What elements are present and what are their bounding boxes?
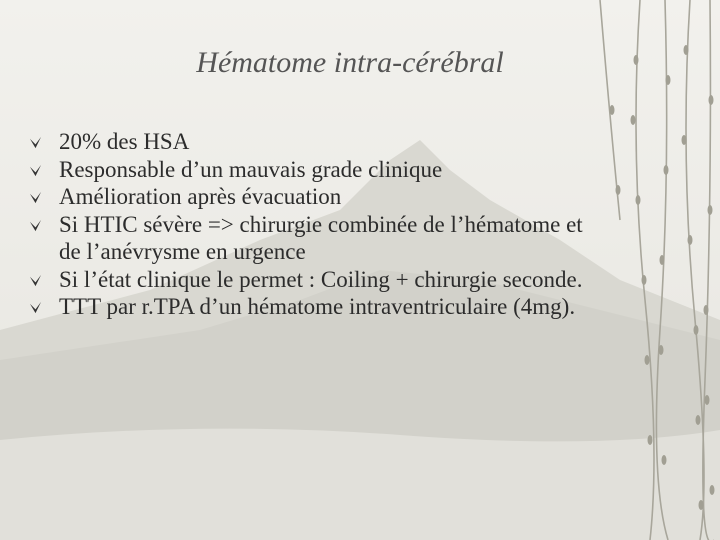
bullet-text: Amélioration après évacuation <box>59 184 342 209</box>
bullet-item <box>50 183 610 211</box>
checkmark-v-bullet-icon <box>29 136 42 149</box>
bullet-item <box>50 156 610 184</box>
bullet-text: Responsable d’un mauvais grade clinique <box>59 156 443 182</box>
bullet-text: Si HTIC sévère => chirurgie combinée de l’hématome et de l’anévrysme en urgence <box>59 211 583 264</box>
bullet-text: Si l’état clinique le permet : Coiling + chirurgie seconde. <box>59 266 583 292</box>
checkmark-v-bullet-icon <box>29 301 42 314</box>
checkmark-v-bullet-icon <box>29 164 42 177</box>
bullet-list <box>50 128 610 321</box>
checkmark-v-bullet-icon <box>29 219 42 232</box>
bullet-item <box>50 128 610 156</box>
checkmark-v-bullet-icon <box>29 191 42 204</box>
bullet-item <box>50 266 610 294</box>
bullet-text: 20% des HSA <box>59 129 190 154</box>
checkmark-v-bullet-icon <box>29 274 42 287</box>
slide-title: Hématome intra-cérébral <box>196 46 504 79</box>
bullet-text: TTT par r.TPA d’un hématome intraventriculaire (4mg). <box>59 294 576 319</box>
bullet-item <box>50 293 610 321</box>
bullet-item <box>50 211 610 266</box>
